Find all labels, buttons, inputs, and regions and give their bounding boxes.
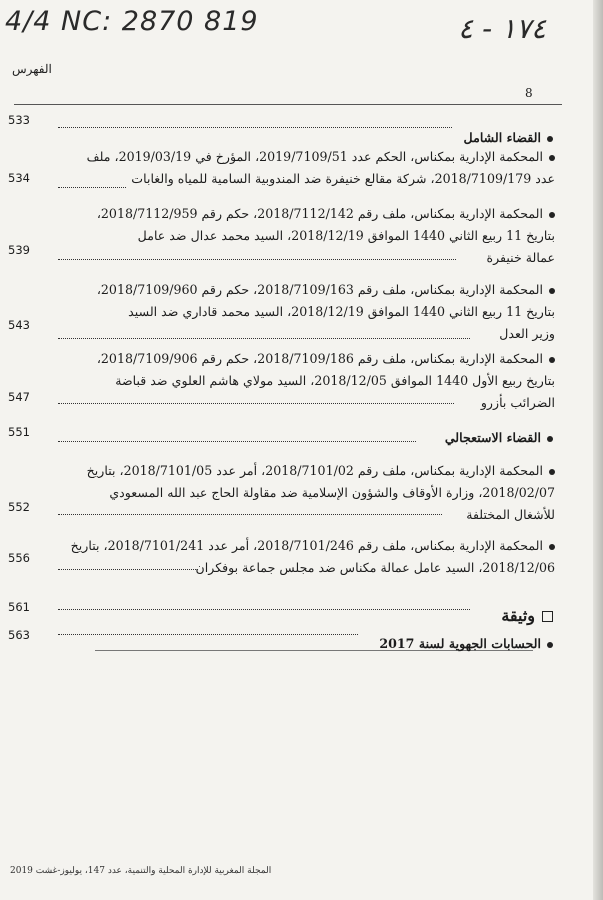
leader-dots <box>58 513 442 515</box>
leader-dots <box>58 337 470 339</box>
leader-dots <box>58 126 452 128</box>
page-ref: 533 <box>8 113 30 127</box>
leader-dots <box>58 568 198 570</box>
leader-dots <box>58 402 454 404</box>
bullet-icon <box>549 357 555 363</box>
scan-edge <box>593 0 603 900</box>
page-ref: 552 <box>8 500 30 514</box>
page-ref: 547 <box>8 390 30 404</box>
page-number: 8 <box>525 86 533 100</box>
leader-dots <box>58 608 470 610</box>
page-ref: 556 <box>8 551 30 565</box>
index-entry: المحكمة الإدارية بمكناس، ملف رقم 2018/7109/163، حكم رقم 2018/7109/960، بتاريخ 11 ربيع الثاني 1440 الموافق 2018/12/19، السيد محمد قاداري ضد السيد وزير العدل <box>96 282 555 341</box>
bullet-icon <box>547 136 553 142</box>
index-entry: المحكمة الإدارية بمكناس، ملف رقم 2018/7101/02، أمر عدد 2018/7101/05، بتاريخ 2018/02/07، وزارة الأوقاف والشؤون الإسلامية ضد مقاولة الحاج عبد الله المسعودي للأشغال المختلفة <box>86 463 555 522</box>
square-bullet-icon <box>542 611 553 622</box>
bullet-icon <box>549 212 555 218</box>
bullet-icon <box>549 544 555 550</box>
bullet-icon <box>549 469 555 475</box>
page-ref: 551 <box>8 425 30 439</box>
document-item: الحسابات الجهوية لسنة 2017 <box>379 636 553 651</box>
bullet-icon <box>547 642 553 648</box>
document-heading: وثيقة <box>501 606 553 625</box>
index-entry: المحكمة الإدارية بمكناس، ملف رقم 2018/7109/186، حكم رقم 2018/7109/906، بتاريخ ربيع الأول 1440 الموافق 2018/12/05، السيد مولاي هاشم العلوي ضد قباضة الضرائب بأزرو <box>96 351 555 410</box>
index-entry: المحكمة الإدارية بمكناس، الحكم عدد 2019/7109/51، المؤرخ في 2019/03/19، ملف عدد 2018/7109/179، شركة مقالع خنيفرة ضد المندوبية السامية للمياه والغابات <box>86 149 555 186</box>
index-entry: المحكمة الإدارية بمكناس، ملف رقم 2018/7112/142، حكم رقم 2018/7112/959، بتاريخ 11 ربيع الثاني 1440 الموافق 2018/12/19، السيد محمد عدال ضد عامل عمالة خنيفرة <box>96 206 555 265</box>
page-ref: 563 <box>8 628 30 642</box>
handwritten-number: ١٧٤ - ٤ <box>458 12 547 45</box>
header-rule <box>14 104 562 105</box>
bullet-icon <box>549 155 555 161</box>
page-ref: 561 <box>8 600 30 614</box>
page-ref: 543 <box>8 318 30 332</box>
bullet-icon <box>547 436 553 442</box>
page-ref: 534 <box>8 171 30 185</box>
section-heading: القضاء الشامل <box>464 130 553 145</box>
leader-dots <box>58 633 358 635</box>
page-ref: 539 <box>8 243 30 257</box>
section-heading: القضاء الاستعجالي <box>445 430 553 445</box>
footer-journal: المجلة المغربية للإدارة المحلية والتنمية، عدد 147، يوليوز-غشت 2019 <box>10 866 272 876</box>
bullet-icon <box>549 288 555 294</box>
index-entry: المحكمة الإدارية بمكناس، ملف رقم 2018/7101/246، أمر عدد 2018/7101/241، بتاريخ 2018/12/06، السيد عامل عمالة مكناس ضد مجلس جماعة بوفكران <box>70 538 555 575</box>
leader-dots <box>58 440 416 442</box>
handwritten-reference: 4/4 NC: 2870 819 <box>5 6 259 37</box>
leader-dots <box>58 258 456 260</box>
index-title: الفهرس <box>12 62 52 76</box>
leader-dots <box>58 186 126 188</box>
